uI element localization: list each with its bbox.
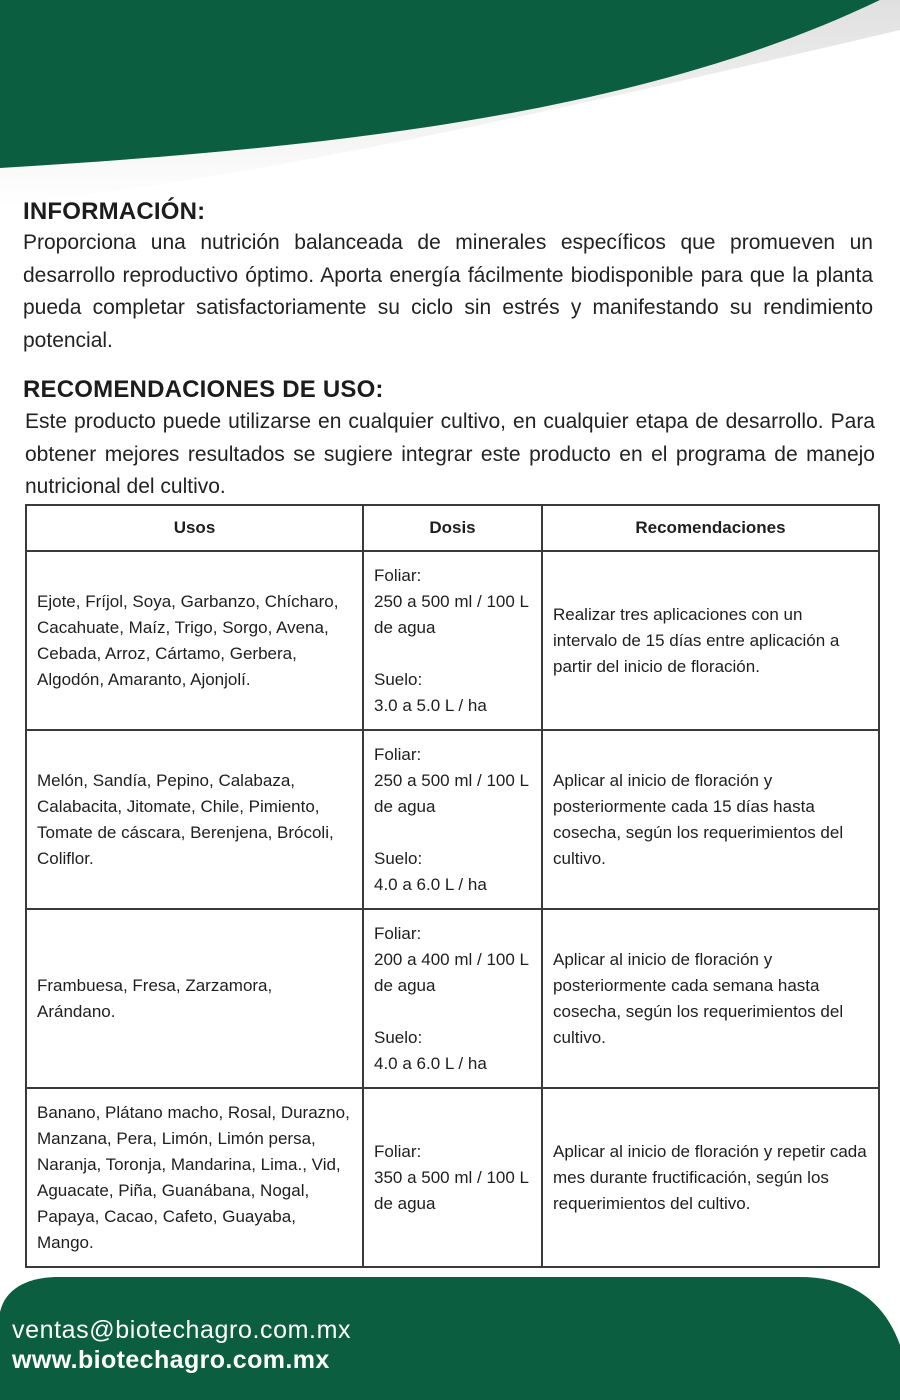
- cell-recomendacion: Aplicar al inicio de floración y posteriormente cada semana hasta cosecha, según los requerimientos del cultivo.: [542, 909, 879, 1088]
- cell-recomendacion: Realizar tres aplicaciones con un intervalo de 15 días entre aplicación a partir del inicio de floración.: [542, 551, 879, 730]
- cell-usos: Melón, Sandía, Pepino, Calabaza, Calabacita, Jitomate, Chile, Pimiento, Tomate de cáscara, Berenjena, Brócoli, Coliflor.: [26, 730, 363, 909]
- cell-recomendacion: Aplicar al inicio de floración y repetir cada mes durante fructificación, según los requerimientos del cultivo.: [542, 1088, 879, 1267]
- cell-usos: Ejote, Fríjol, Soya, Garbanzo, Chícharo, Cacahuate, Maíz, Trigo, Sorgo, Avena, Cebada, Arroz, Cártamo, Gerbera, Algodón, Amaranto, Ajonjolí.: [26, 551, 363, 730]
- recomendaciones-text: Este producto puede utilizarse en cualquier cultivo, en cualquier etapa de desarrollo. Para obtener mejores resultados se sugiere integrar este producto en el programa de manejo nutricional del cultivo.: [25, 410, 875, 498]
- cell-usos: Banano, Plátano macho, Rosal, Durazno, Manzana, Pera, Limón, Limón persa, Naranja, Toronja, Mandarina, Lima., Vid, Aguacate, Piña, Guanábana, Nogal, Papaya, Cacao, Cafeto, Guayaba, Mango.: [26, 1088, 363, 1267]
- table-row: [26, 909, 879, 1088]
- header-usos: Usos: [26, 505, 363, 551]
- header-dosis: Dosis: [363, 505, 542, 551]
- table-row: [26, 730, 879, 909]
- table-row: [26, 1088, 879, 1267]
- cell-dosis: Foliar: 350 a 500 ml / 100 L de agua: [363, 1088, 542, 1267]
- informacion-title: INFORMACIÓN:: [23, 198, 206, 225]
- cell-dosis: Foliar: 250 a 500 ml / 100 L de agua Suelo: 4.0 a 6.0 L / ha: [363, 730, 542, 909]
- footer-website[interactable]: www.biotechagro.com.mx: [12, 1346, 330, 1374]
- informacion-text: Proporciona una nutrición balanceada de minerales específicos que promueven un desarrollo reproductivo óptimo. Aporta energía fácilmente biodisponible para que la planta pueda completar satisfactoriamente su ciclo sin estrés y manifestando su rendimiento potencial.: [23, 231, 873, 352]
- cell-dosis: Foliar: 250 a 500 ml / 100 L de agua Suelo: 3.0 a 5.0 L / ha: [363, 551, 542, 730]
- footer-email[interactable]: ventas@biotechagro.com.mx: [12, 1316, 352, 1344]
- table-row: [26, 551, 879, 730]
- header-recomendaciones: Recomendaciones: [542, 505, 879, 551]
- cell-recomendacion: Aplicar al inicio de floración y posteriormente cada 15 días hasta cosecha, según los requerimientos del cultivo.: [542, 730, 879, 909]
- cell-dosis: Foliar: 200 a 400 ml / 100 L de agua Suelo: 4.0 a 6.0 L / ha: [363, 909, 542, 1088]
- dosage-table: [25, 504, 880, 1268]
- cell-usos: Frambuesa, Fresa, Zarzamora, Arándano.: [26, 909, 363, 1088]
- table-header-row: [26, 505, 879, 551]
- recomendaciones-title: RECOMENDACIONES DE USO:: [23, 376, 384, 403]
